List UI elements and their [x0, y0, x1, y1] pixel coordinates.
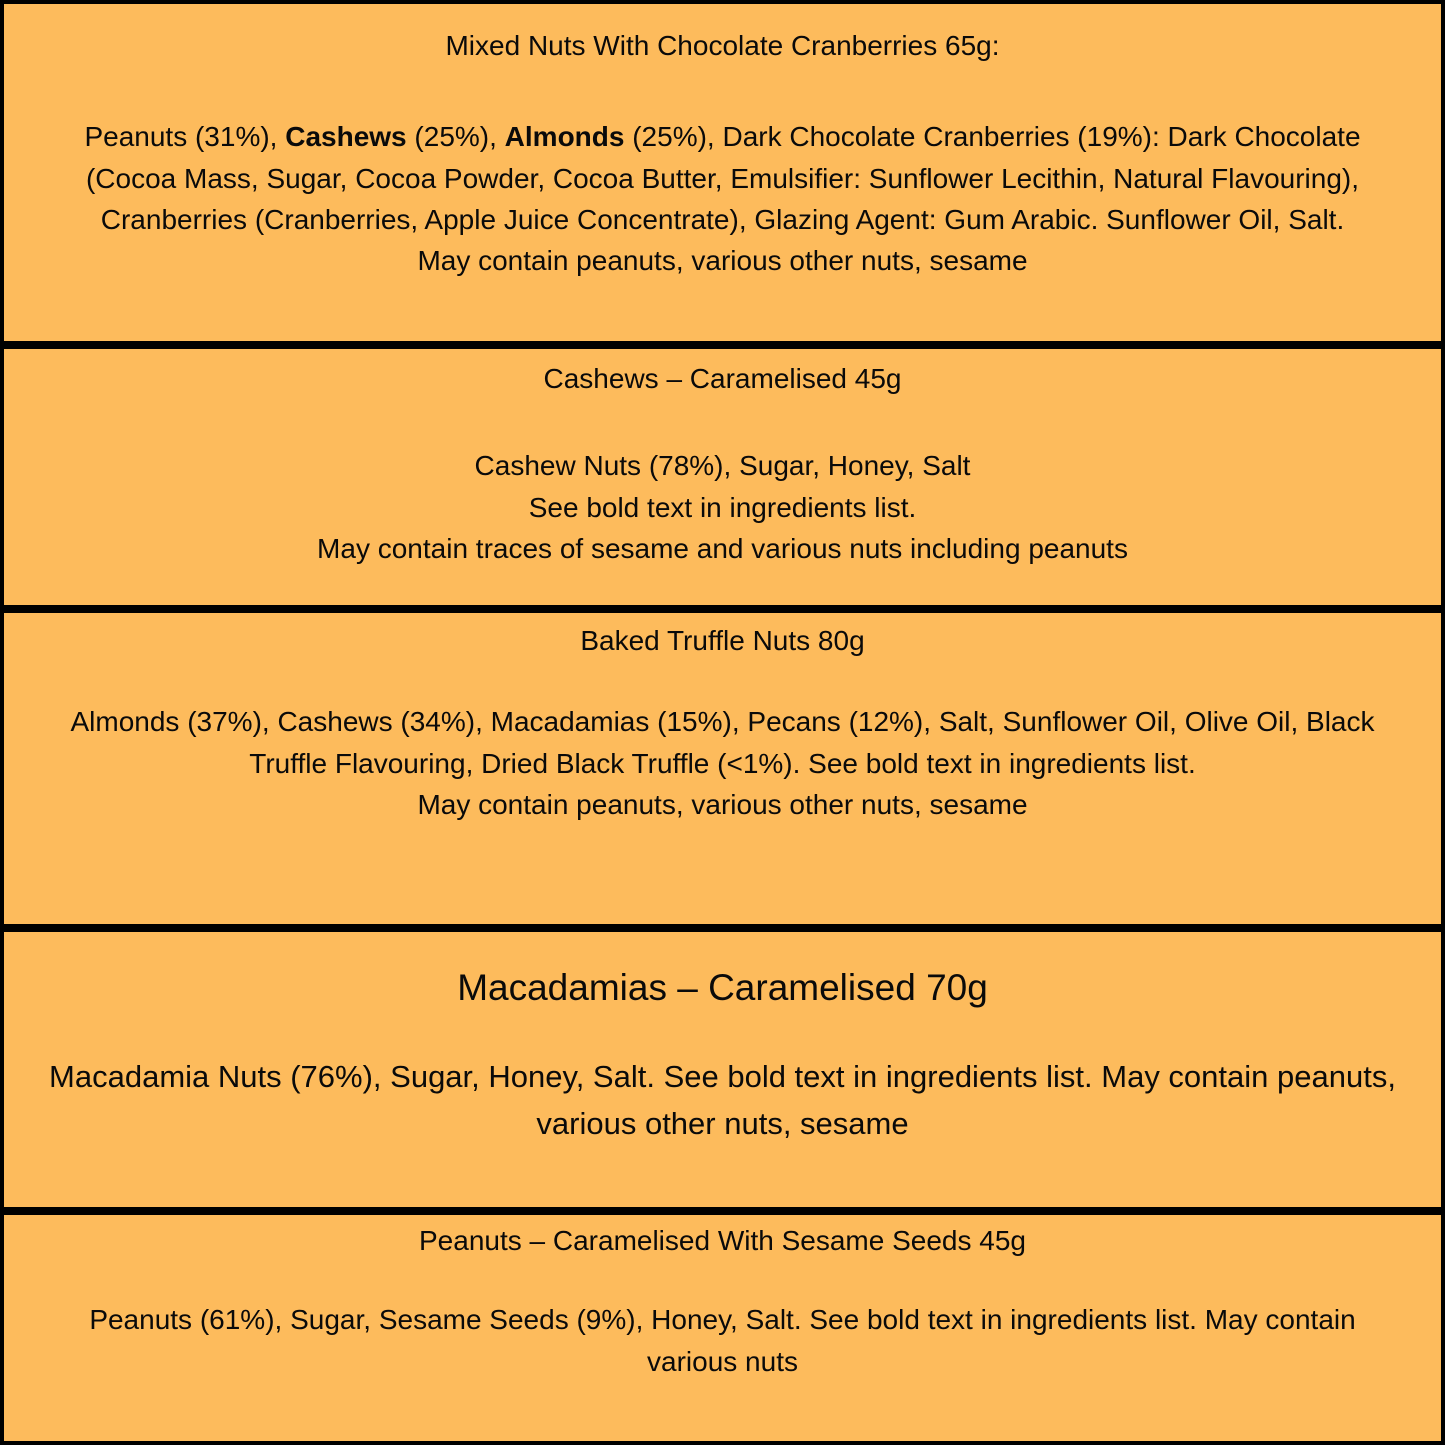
product-title: Baked Truffle Nuts 80g: [580, 625, 865, 656]
product-title: Mixed Nuts With Chocolate Cranberries 65g:: [445, 30, 1000, 61]
ingredients-text: Cashew Nuts (78%), Sugar, Honey, Salt See bold text in ingredients list. May contain traces of sesame and various nuts including peanuts: [317, 450, 1128, 564]
section-cashews-caramelised: [4, 341, 1441, 605]
ingredients-text: Peanuts (61%), Sugar, Sesame Seeds (9%), Honey, Salt. See bold text in ingredients list. May contain various nuts: [89, 1304, 1356, 1377]
section-macadamias-caramelised: [4, 924, 1441, 1207]
ingredients-text: Macadamia Nuts (76%), Sugar, Honey, Salt. See bold text in ingredients list. May contain peanuts, various other nuts, sesame: [49, 1059, 1396, 1141]
product-title: Macadamias – Caramelised 70g: [457, 967, 988, 1008]
ingredients-text: Almonds (37%), Cashews (34%), Macadamias (15%), Pecans (12%), Salt, Sunflower Oil, Olive Oil, Black Truffle Flavouring, Dried Black Truffle (<1%). See bold text in ingredients list. May contain peanuts, various other nuts, sesame: [70, 706, 1375, 820]
section-peanuts-caramelised-sesame: [4, 1207, 1441, 1441]
ingredients-text: Peanuts (31%), Cashews (25%), Almonds (25%), Dark Chocolate Cranberries (19%): Dark Chocolate (Cocoa Mass, Sugar, Cocoa Powder, Cocoa Butter, Emulsifier: Sunflower Lecithin, Natural Flavouring), Cranberries (Cranberries, Apple Juice Concentrate), Glazing Agent: Gum Arabic. Sunflower Oil, Salt. May contain peanuts, various other nuts, sesame: [84, 121, 1361, 276]
product-title: Cashews – Caramelised 45g: [543, 363, 902, 394]
section-mixed-nuts-chocolate-cranberries: [4, 4, 1441, 341]
section-baked-truffle-nuts: [4, 605, 1441, 924]
product-title: Peanuts – Caramelised With Sesame Seeds 45g: [419, 1225, 1026, 1256]
